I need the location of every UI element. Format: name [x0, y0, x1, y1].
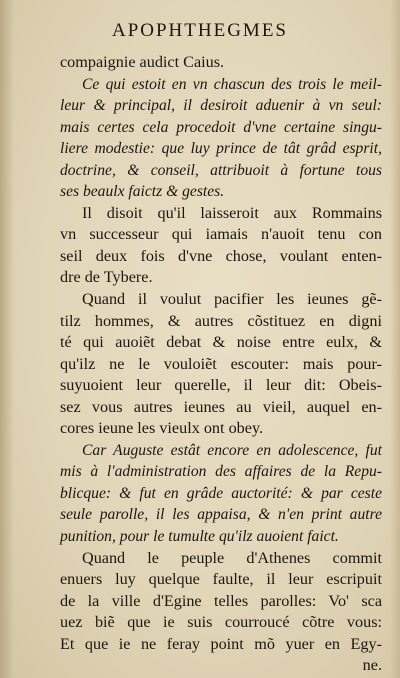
text-line: vn successeur qui iamais n'auoit tenu con — [60, 225, 382, 244]
text-line: punition, pour le tumulte qu'ilz auoient faict. — [60, 528, 339, 546]
text-line: mis à l'administration des affaires de la Repu- — [60, 463, 382, 481]
text-line: cores ieune les vieulx ont obey. — [60, 419, 264, 438]
text-line: de la ville d'Egine telles parolles: Vo' sca — [60, 591, 382, 610]
text-line: mais certes cela procedoit d'vne certaine singu- — [60, 118, 382, 136]
running-head: APOPHTHEGMES — [111, 20, 289, 41]
text-block — [60, 52, 382, 677]
text-line: qu'ilz ne le vouloiẽt escouter: mais pour- — [60, 354, 382, 373]
text-line: sez vous autres ieunes au vieil, auquel en- — [60, 397, 382, 416]
text-line: Et que ie ne feray point mõ yuer en Egy- — [60, 634, 382, 653]
text-line: té qui auoiẽt debat & noise entre eulx, & — [60, 333, 382, 352]
text-line: suyuoient leur querelle, il leur dit: Obeis- — [60, 376, 382, 395]
text-line: compaignie audict Caius. — [60, 53, 225, 71]
text-line: Quand il voulut pacifier les ieunes gẽ- — [82, 290, 382, 309]
text-line: tilz hommes, & autres cõstituez en digni — [60, 311, 382, 330]
text-line: Car Auguste estât encore en adolescence, fut — [82, 441, 382, 459]
text-line: uez biẽ que ie suis courroucé cõtre vous: — [60, 613, 382, 632]
text-line: liere modestie: que luy prince de tât grâd esprit, — [60, 140, 382, 158]
page-edge-shadow — [390, 0, 400, 678]
text-line: Quand le peuple d'Athenes commit — [82, 548, 382, 567]
text-line: dre de Tybere. — [60, 268, 153, 287]
text-line: ne. — [362, 656, 382, 675]
text-line: seil deux fois d'vne chose, voulant enten- — [60, 246, 382, 265]
page-gutter-shadow — [0, 0, 14, 678]
text-line: enuers luy quelque faulte, il leur escripuit — [60, 570, 382, 589]
text-line: doctrine, & conseil, attribuoit à fortune tous — [60, 161, 382, 179]
text-line: leur & principal, il desiroit aduenir à vn seul: — [60, 97, 382, 115]
text-line: Ce qui estoit en vn chascun des trois le meil- — [82, 75, 382, 93]
text-line: blicque: & fut en grâde auctorité: & par ceste — [60, 484, 382, 502]
text-line: Il disoit qu'il laisseroit aux Rommains — [82, 203, 382, 222]
text-line: ses beaulx faictz & gestes. — [60, 183, 225, 201]
text-line: seule parolle, il les appaisa, & n'en print autre — [60, 506, 382, 524]
